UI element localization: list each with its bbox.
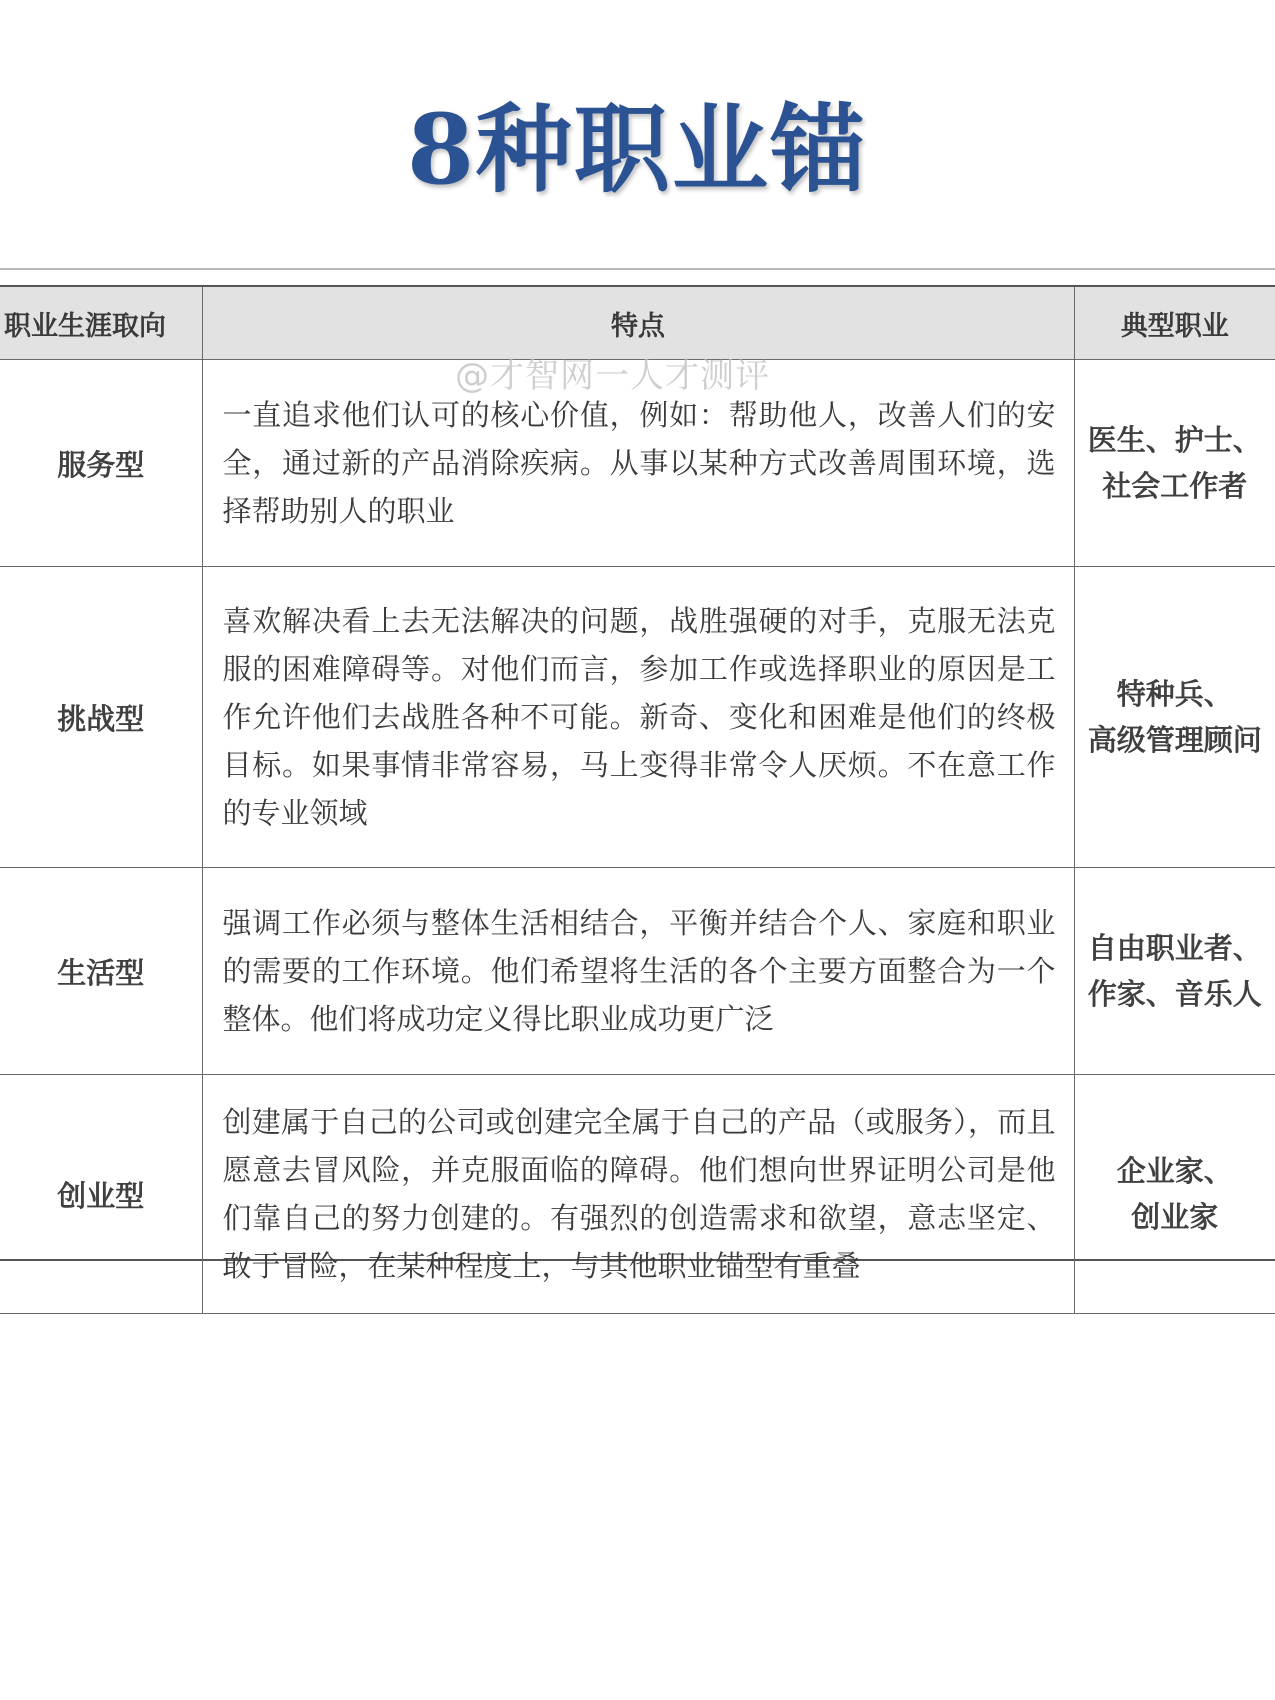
table-row — [0, 1075, 1275, 1314]
row-jobs: 医生、护士、 社会工作者 — [1074, 360, 1275, 567]
top-divider — [0, 268, 1275, 270]
row-feature: 一直追求他们认可的核心价值，例如：帮助他人，改善人们的安全，通过新的产品消除疾病。从事以某种方式改善周围环境，选择帮助别人的职业 — [202, 360, 1074, 567]
row-jobs: 企业家、 创业家 — [1074, 1075, 1275, 1314]
row-jobs: 特种兵、 高级管理顾问 — [1074, 567, 1275, 868]
career-anchor-table-container — [0, 285, 1275, 1283]
row-type: 服务型 — [0, 360, 202, 567]
row-jobs: 自由职业者、 作家、音乐人 — [1074, 868, 1275, 1075]
row-feature: 强调工作必须与整体生活相结合，平衡并结合个人、家庭和职业的需要的工作环境。他们希望将生活的各个主要方面整合为一个整体。他们将成功定义得比职业成功更广泛 — [202, 868, 1074, 1075]
header-typical-jobs: 典型职业 — [1074, 287, 1275, 360]
table-row — [0, 567, 1275, 868]
watermark-text: @才智网一人才测评 — [455, 356, 770, 396]
career-anchor-table — [0, 287, 1275, 1314]
page-title: 8种职业锚 — [407, 93, 868, 206]
header-career-orientation: 职业生涯取向 — [0, 287, 202, 360]
row-feature: 喜欢解决看上去无法解决的问题，战胜强硬的对手，克服无法克服的困难障碍等。对他们而言，参加工作或选择职业的原因是工作允许他们去战胜各种不可能。新奇、变化和困难是他们的终极目标。如果事情非常容易，马上变得非常令人厌烦。不在意工作的专业领域 — [202, 567, 1074, 868]
row-type: 创业型 — [0, 1075, 202, 1314]
row-type: 挑战型 — [0, 567, 202, 868]
row-feature: 创建属于自己的公司或创建完全属于自己的产品（或服务），而且愿意去冒风险，并克服面临的障碍。他们想向世界证明公司是他们靠自己的努力创建的。有强烈的创造需求和欲望，意志坚定、敢于冒险，在某种程度上，与其他职业锚型有重叠 — [202, 1075, 1074, 1314]
table-row — [0, 868, 1275, 1075]
header-features: 特点 — [202, 287, 1074, 360]
row-type: 生活型 — [0, 868, 202, 1075]
